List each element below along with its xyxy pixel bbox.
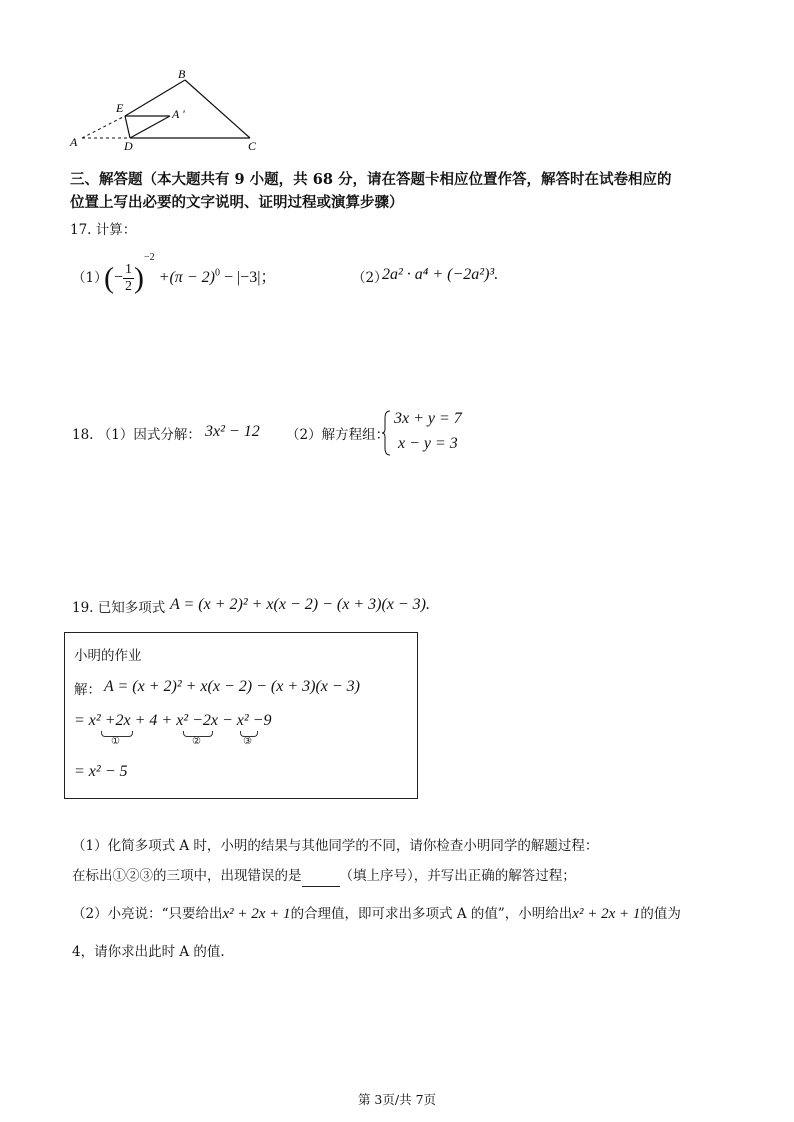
q19-stem: 19. 已知多项式 bbox=[72, 600, 166, 616]
homework-line1: A = (x + 2)² + x(x − 2) − (x + 3)(x − 3) bbox=[104, 678, 360, 695]
q19-part2-line2: 4，请你求出此时 A 的值. bbox=[72, 944, 225, 960]
q18-eq1: 3x + y = 7 bbox=[394, 410, 462, 427]
q19-part2-line1-a: （2）小亮说：“只要给出 bbox=[72, 906, 223, 922]
q19-part2-line1-b: 的合理值，即可求出多项式 A 的值”，小明给出 bbox=[290, 906, 573, 922]
homework-line3: = x² − 5 bbox=[74, 763, 128, 780]
label-b: B bbox=[178, 67, 186, 81]
q19-expression: A = (x + 2)² + x(x − 2) − (x + 3)(x − 3). bbox=[170, 596, 430, 613]
segment-a-prime-d bbox=[130, 116, 170, 138]
q17-part1-expression: (− $\frac{1}{2}$ )$^{-2} +(\pi - 2)^0 - |-3|$； bbox=[104, 252, 277, 295]
segment-bc bbox=[185, 80, 250, 138]
system-brace bbox=[382, 410, 392, 456]
q18-part2-label: （2）解方程组： bbox=[286, 427, 390, 443]
q19-part2-line1 bbox=[72, 904, 681, 924]
marker-2: ② bbox=[192, 736, 201, 747]
q17-stem: 17. 计算： bbox=[70, 222, 137, 238]
q19-part2-expr: x² + 2x + 1 bbox=[222, 906, 291, 922]
q18-stem: 18. （1）因式分解： bbox=[72, 427, 201, 443]
label-e: E bbox=[116, 101, 124, 115]
q19-part1-line2-b: （填上序号），并写出正确的解答过程； bbox=[339, 868, 576, 884]
answer-blank[interactable] bbox=[302, 866, 340, 887]
page-footer: 第 3页/共 7页 bbox=[357, 1092, 437, 1107]
label-c: C bbox=[248, 139, 257, 153]
q17-part1-label: （1） bbox=[72, 270, 108, 286]
section-heading-line2: 位置上写出必要的文字说明、证明过程或演算步骤） bbox=[70, 194, 404, 211]
homework-line2: = x² +2x + 4 + x² −2x − x² −9 bbox=[74, 712, 272, 729]
q18-expr1: 3x² − 12 bbox=[205, 423, 260, 440]
label-a: A bbox=[70, 135, 78, 149]
triangle-figure bbox=[60, 60, 280, 155]
q17-part1-tail2: − |−3|； bbox=[223, 269, 277, 286]
q19-part1-line2 bbox=[72, 866, 576, 887]
homework-title: 小明的作业 bbox=[74, 648, 142, 664]
q19-part1-line2-a: 在标出①②③的三项中，出现错误的是 bbox=[72, 868, 302, 884]
q19-part1-line1: （1）化简多项式 A 时，小明的结果与其他同学的不同，请你检查小明同学的解题过程： bbox=[72, 838, 599, 854]
q19-part2-line1-c: 的值为 bbox=[640, 906, 681, 922]
segment-ed bbox=[125, 116, 130, 138]
marker-3: ③ bbox=[243, 736, 252, 747]
dashed-segment-ae bbox=[82, 116, 125, 138]
marker-1: ① bbox=[111, 736, 120, 747]
homework-solution-label: 解： bbox=[74, 682, 101, 698]
label-d: D bbox=[124, 139, 133, 153]
q19-part2-expr-repeat: x² + 2x + 1 bbox=[572, 906, 641, 922]
section-heading-line1: 三、解答题（本大题共有 9 小题，共 68 分，请在答题卡相应位置作答，解答时在试卷相应的 bbox=[70, 171, 672, 188]
label-a-prime: A ' bbox=[172, 107, 185, 121]
q17-part1-tail: +(π − 2) bbox=[158, 269, 215, 286]
q18-eq2: x − y = 3 bbox=[398, 435, 458, 452]
q17-part2-expression: 2a² · a⁴ + (−2a²)³. bbox=[382, 266, 499, 283]
q17-part2-label: （2） bbox=[352, 270, 388, 286]
